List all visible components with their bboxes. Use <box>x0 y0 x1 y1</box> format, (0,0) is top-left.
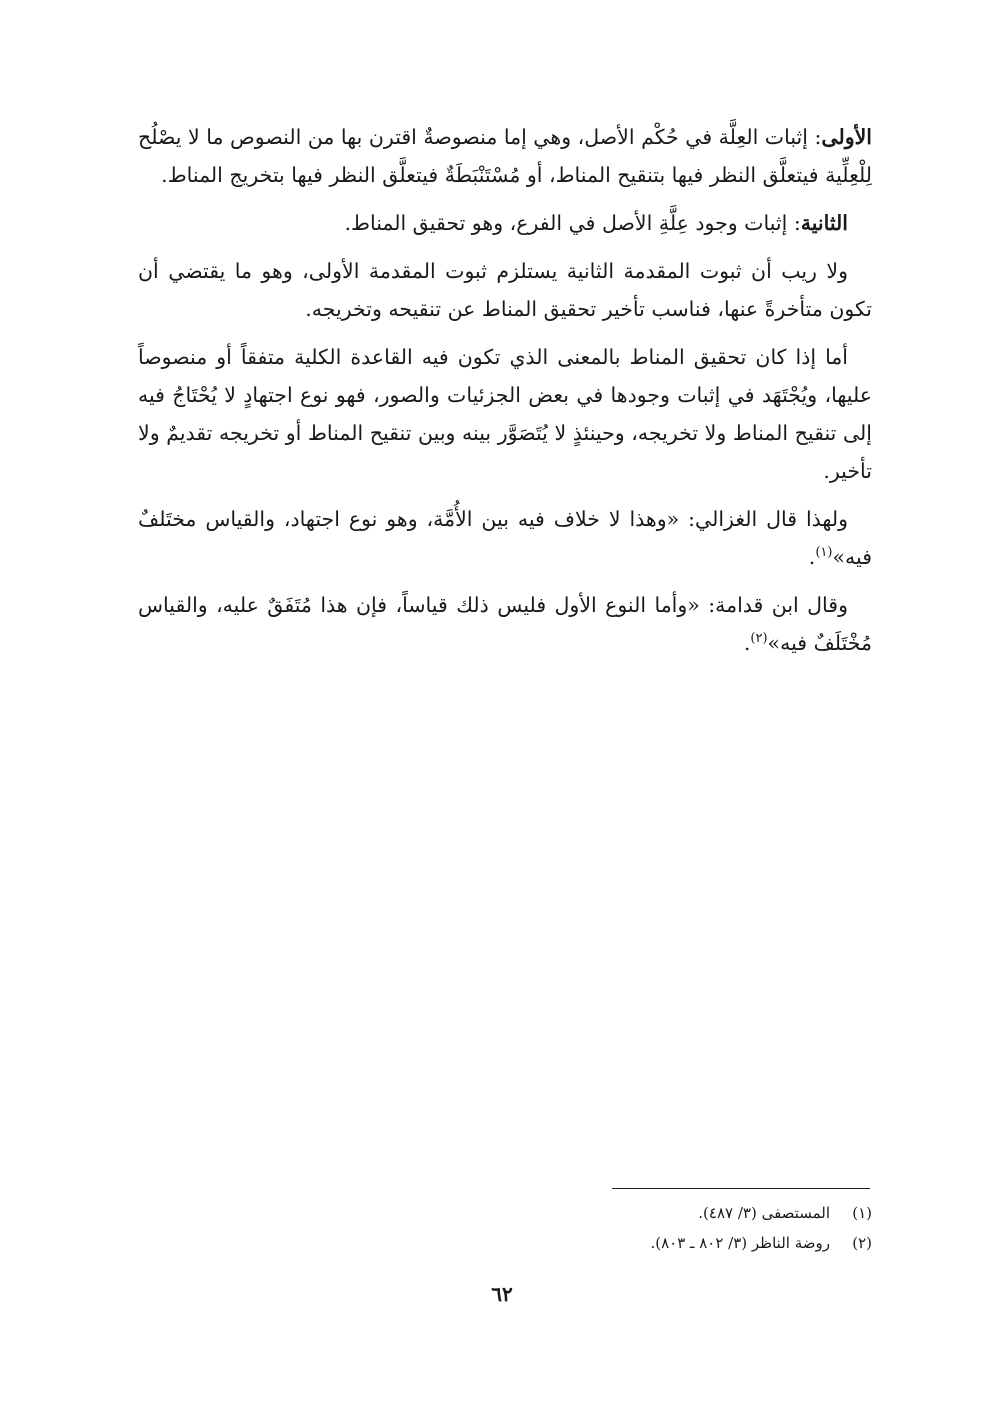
footnote-ref[interactable]: (١) <box>815 545 833 561</box>
paragraph-text: ولا ريب أن ثبوت المقدمة الثانية يستلزم ثبوت المقدمة الأولى، وهو ما يقتضي أن تكون متأخرةً عنها، فناسب تأخير تحقيق المناط عن تنقيحه وتخريجه. <box>138 259 872 321</box>
main-text <box>138 118 872 672</box>
paragraph-lead: الثانية <box>800 211 848 235</box>
paragraph-second-premise <box>138 204 872 242</box>
paragraph-first-premise <box>138 118 872 194</box>
footnote-text: المستصفى (٣/ ٤٨٧). <box>698 1204 830 1222</box>
footnote-number: (٢) <box>852 1234 872 1252</box>
page-number: ٦٢ <box>491 1282 513 1306</box>
paragraph-ibn-qudama-quote <box>138 586 872 662</box>
paragraph-ghazali-quote <box>138 500 872 576</box>
footnote-item <box>138 1198 872 1228</box>
paragraph-realization <box>138 338 872 490</box>
paragraph-tail: . <box>743 631 751 655</box>
footnote-text: روضة الناظر (٣/ ٨٠٢ ـ ٨٠٣). <box>650 1234 830 1252</box>
footnote-item <box>138 1228 872 1258</box>
paragraph-text: : إثبات وجود عِلَّةِ الأصل في الفرع، وهو تحقيق المناط. <box>344 211 801 235</box>
paragraph-text: وقال ابن قدامة: «وأما النوع الأول فليس ذلك قياساً، فإن هذا مُتَفَقٌ عليه، والقياس مُخْتَلَفٌ فيه» <box>138 593 872 655</box>
paragraph-text: أما إذا كان تحقيق المناط بالمعنى الذي تكون فيه القاعدة الكلية متفقاً أو منصوصاً عليها، ويُجْتَهَد في إثبات وجودها في بعض الجزئيات والصور، فهو نوع اجتهادٍ لا يُحْتَاجُ فيه إلى تنقيح المناط ولا تخريجه، وحينئذٍ لا يُتَصَوَّر بينه وبين تنقيح المناط أو تخريجه تقديمٌ ولا تأخير. <box>138 345 872 483</box>
paragraph-tail: . <box>808 545 816 569</box>
footnote-separator <box>612 1188 870 1189</box>
footnotes <box>138 1198 872 1258</box>
paragraph-order <box>138 252 872 328</box>
paragraph-text: ولهذا قال الغزالي: «وهذا لا خلاف فيه بين الأُمَّة، وهو نوع اجتهاد، والقياس مختَلفٌ فيه» <box>138 507 872 569</box>
paragraph-text: : إثبات العِلَّة في حُكْم الأصل، وهي إما منصوصةٌ اقترن بها من النصوص ما لا يصْلُح لِلْعِلِّية فيتعلَّق النظر فيها بتنقيح المناط، أو مُسْتَنْبَطَةٌ فيتعلَّق النظر فيها بتخريج المناط. <box>138 125 872 187</box>
footnote-number: (١) <box>852 1204 872 1222</box>
footnote-ref[interactable]: (٢) <box>750 631 768 647</box>
paragraph-lead: الأولى <box>821 125 872 149</box>
